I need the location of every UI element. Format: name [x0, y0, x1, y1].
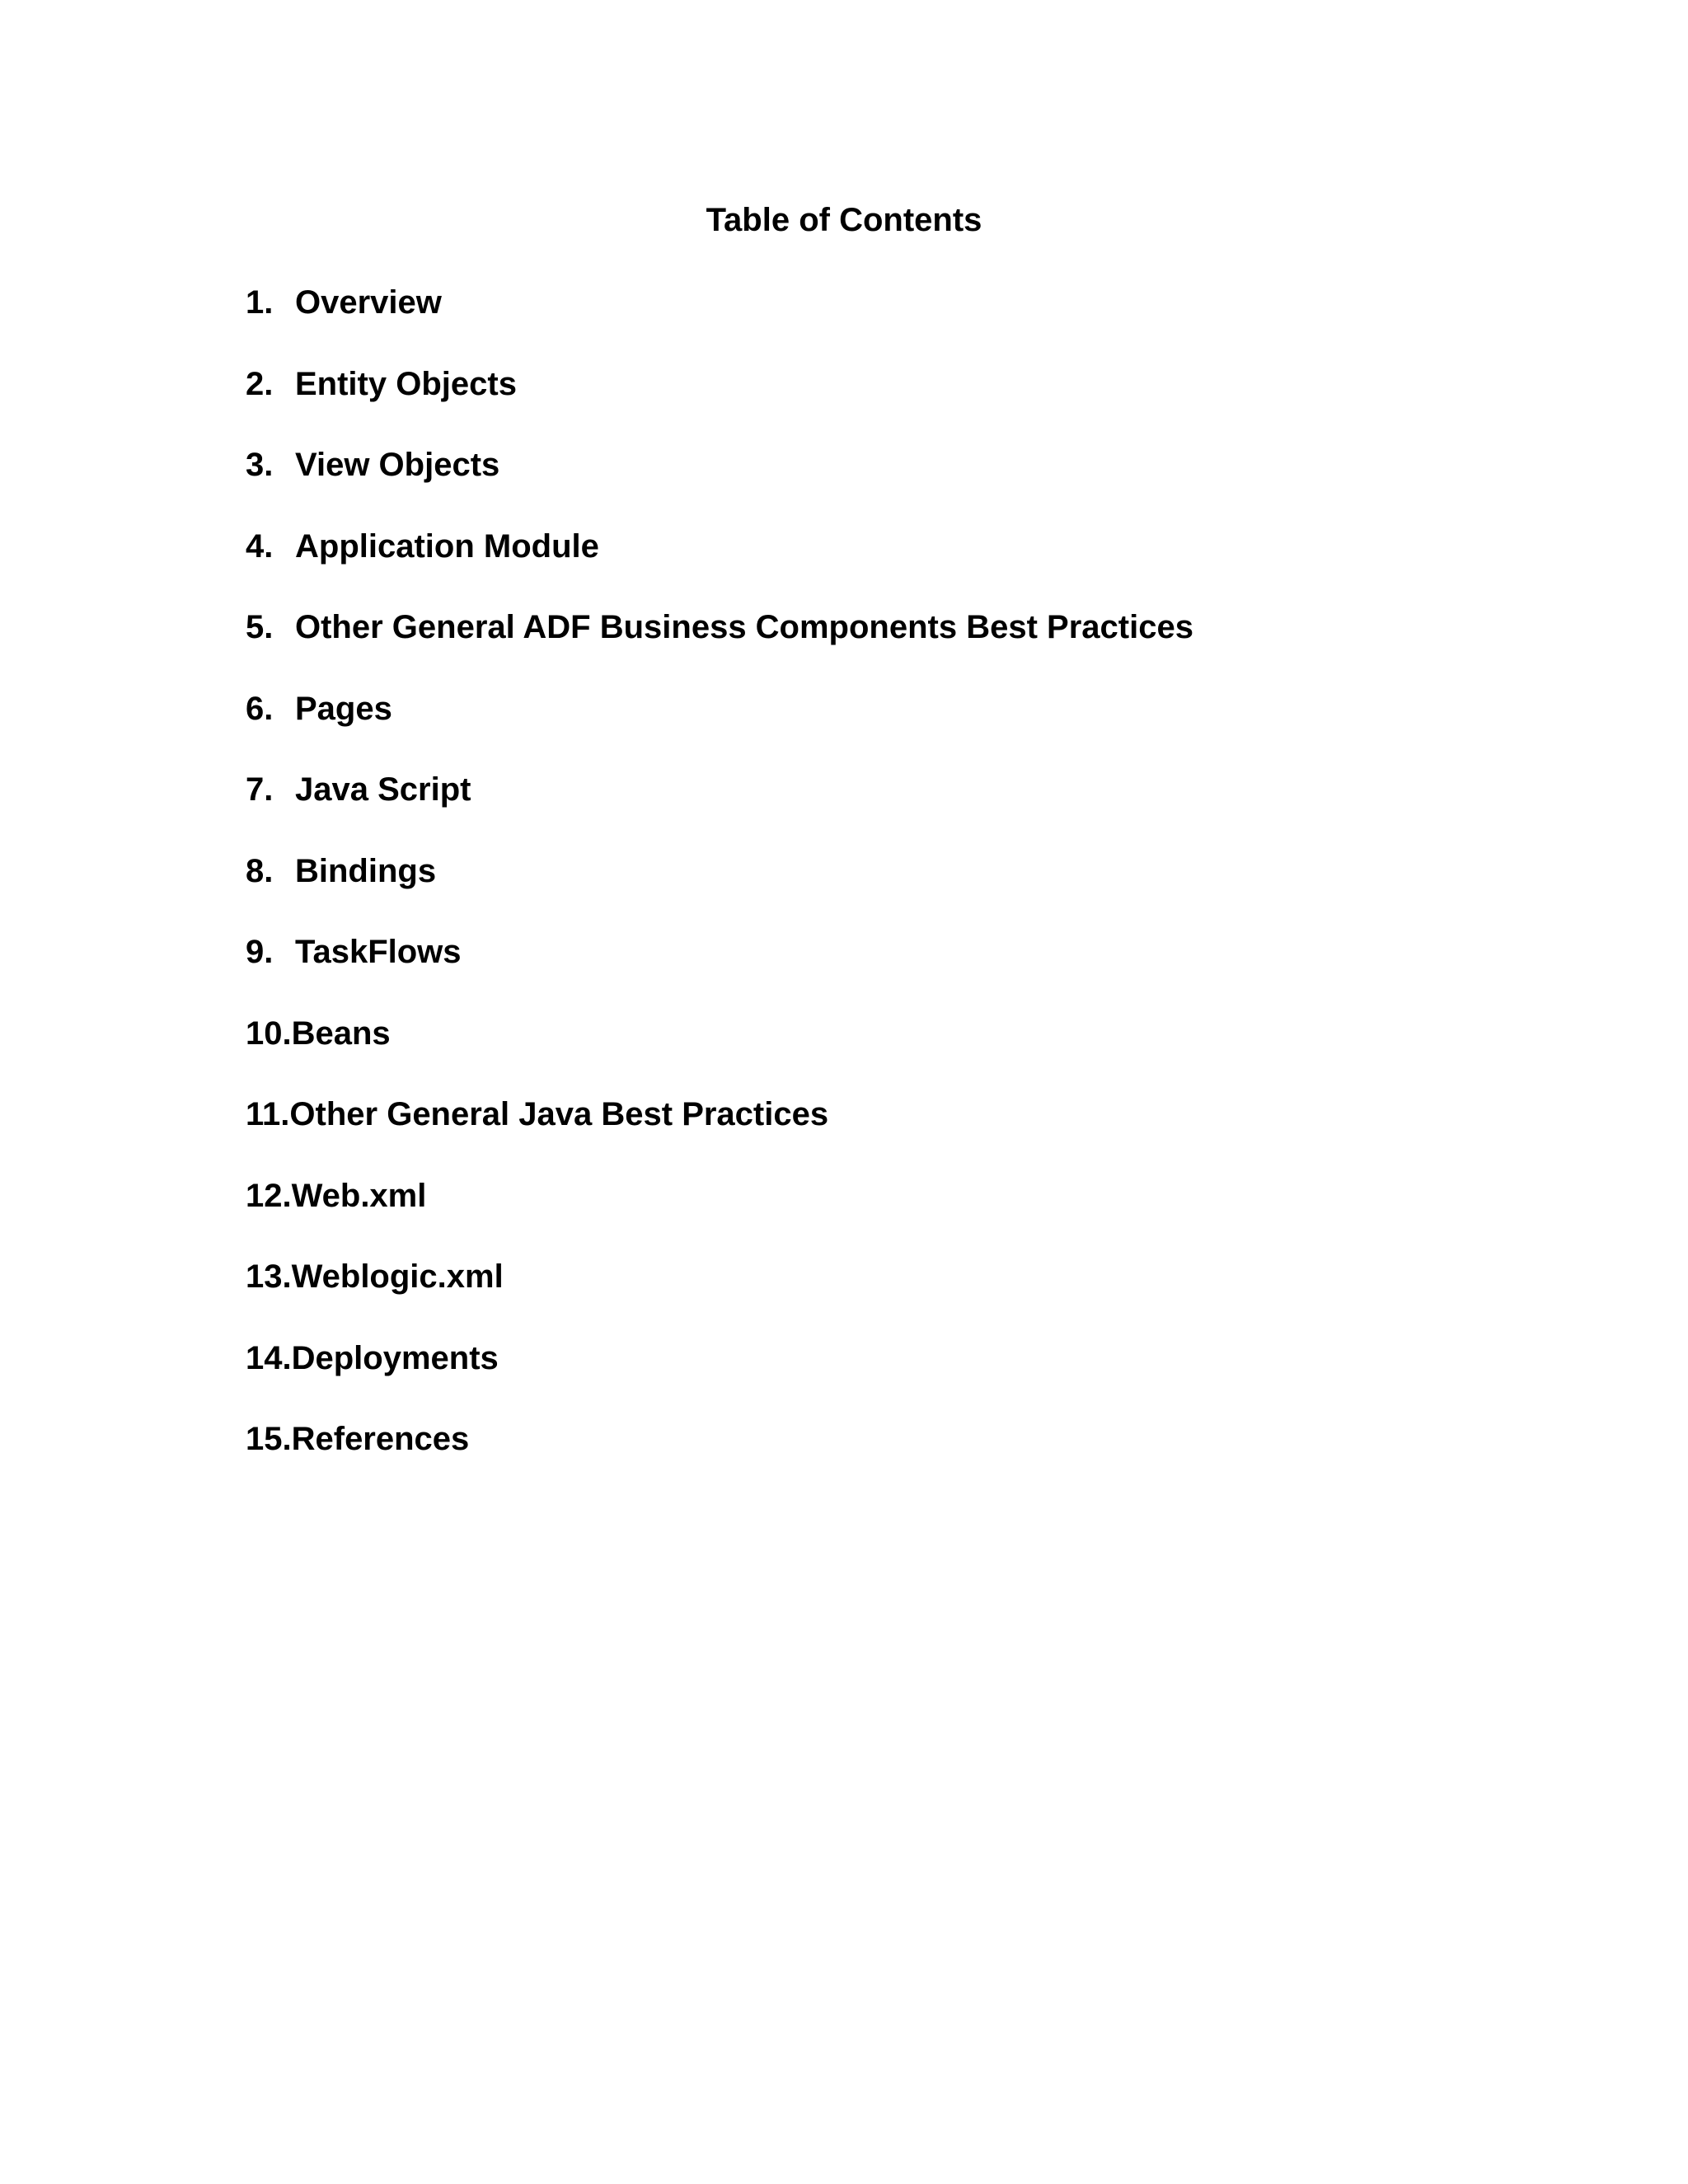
toc-item-number: 2. — [246, 365, 274, 402]
toc-item-java-best-practices — [246, 1092, 1564, 1174]
toc-item-number: 1. — [246, 284, 274, 321]
toc-item-label: TaskFlows — [295, 934, 462, 970]
toc-item-label: Other General ADF Business Components Best Practices — [295, 609, 1193, 645]
toc-item-deployments — [246, 1336, 1564, 1418]
toc-item-number: 12. — [246, 1177, 292, 1214]
toc-item-number: 5. — [246, 609, 274, 645]
toc-item-number: 13. — [246, 1258, 292, 1295]
toc-item-label: Bindings — [295, 852, 437, 889]
toc-item-label: References — [291, 1421, 470, 1457]
toc-item-weblogic-xml — [246, 1254, 1564, 1336]
toc-item-label: Deployments — [291, 1339, 499, 1376]
page-title: Table of Contents — [706, 202, 982, 238]
toc-item-taskflows — [246, 930, 1564, 1011]
toc-item-adf-best-practices — [246, 605, 1564, 687]
toc-item-number: 7. — [246, 771, 274, 808]
toc-item-label: Web.xml — [291, 1177, 427, 1214]
toc-item-label: Entity Objects — [295, 365, 517, 402]
toc-item-entity-objects — [246, 362, 1564, 443]
toc-item-label: Weblogic.xml — [291, 1258, 504, 1295]
toc-item-number: 4. — [246, 527, 274, 565]
toc-item-beans — [246, 1011, 1564, 1093]
toc-item-label: View Objects — [295, 447, 500, 483]
toc-item-number: 3. — [246, 447, 274, 483]
toc-item-application-module — [246, 524, 1564, 606]
toc-item-view-objects — [246, 443, 1564, 524]
toc-item-bindings — [246, 849, 1564, 930]
toc-item-java-script — [246, 767, 1564, 849]
toc-item-web-xml — [246, 1174, 1564, 1255]
toc-item-number: 14. — [246, 1339, 292, 1376]
toc-item-overview — [246, 280, 1564, 362]
toc-item-number: 9. — [246, 934, 274, 970]
toc-item-number: 15. — [246, 1421, 292, 1457]
toc-item-number: 6. — [246, 690, 274, 727]
toc-item-label: Java Script — [295, 771, 471, 808]
toc-item-label: Pages — [295, 690, 392, 727]
toc-item-label: Beans — [291, 1015, 391, 1052]
toc-item-number: 8. — [246, 852, 274, 889]
toc-item-label: Application Module — [295, 527, 599, 565]
toc-item-number: 11. — [246, 1096, 290, 1132]
toc-item-label: Overview — [295, 284, 442, 321]
toc-item-number: 10. — [246, 1015, 292, 1052]
toc-list — [246, 280, 1564, 1498]
toc-item-references — [246, 1417, 1564, 1498]
toc-item-label: Other General Java Best Practices — [289, 1096, 829, 1132]
toc-item-pages — [246, 687, 1564, 768]
